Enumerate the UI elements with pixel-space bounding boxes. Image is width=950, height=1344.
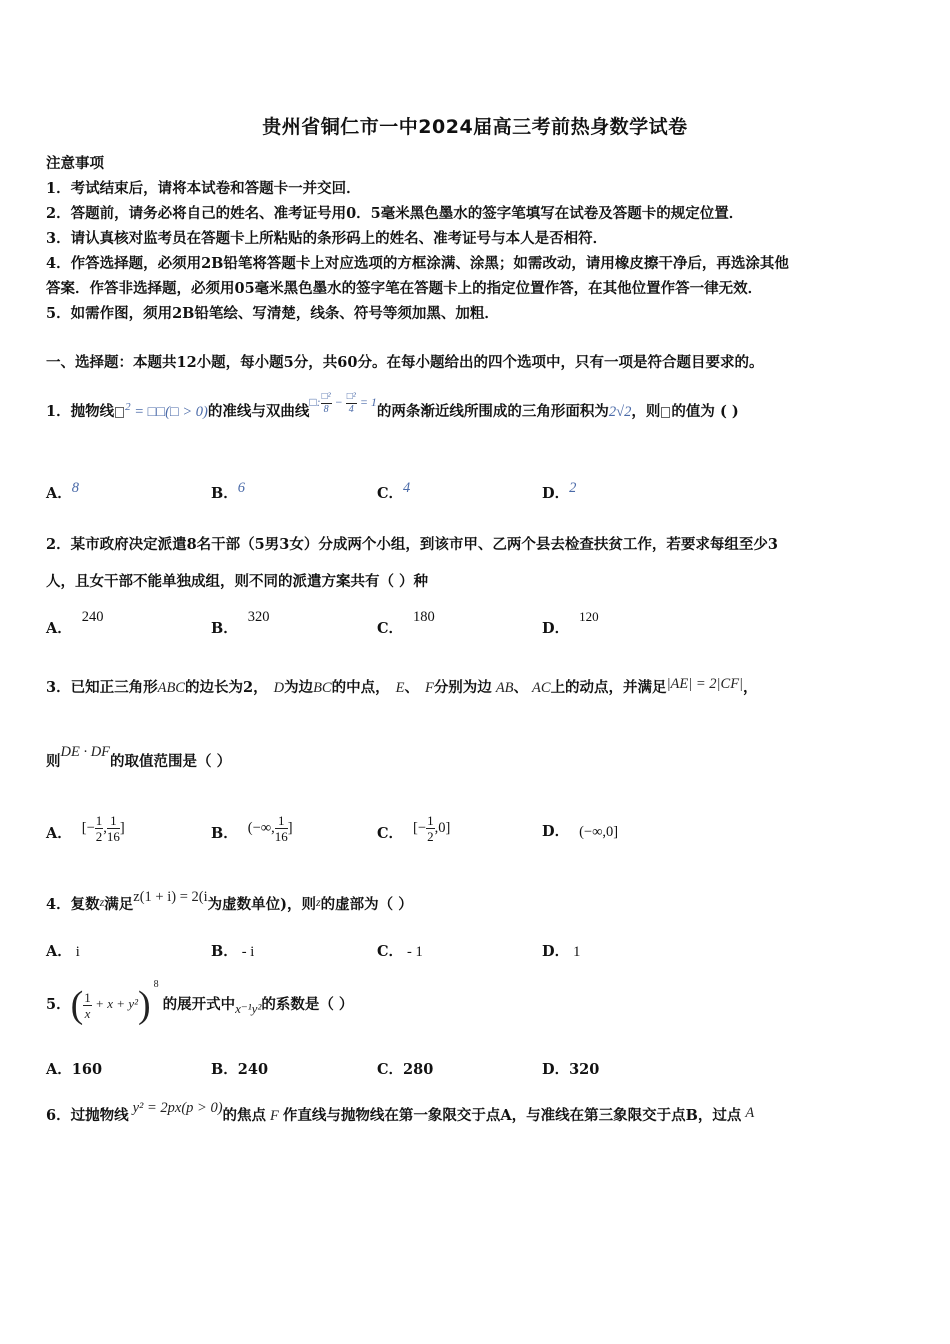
q2-option-b[interactable]: B．320 <box>211 609 270 637</box>
q1-area: 2√2 <box>608 404 632 420</box>
q1-text-4: ，则 <box>631 403 661 420</box>
question-2-line-2: 人，且女干部不能单独成组，则不同的派遣方案共有（ ）种 <box>46 573 429 590</box>
question-1 <box>46 390 739 425</box>
q4-option-c[interactable]: C． - 1 <box>377 943 423 960</box>
notice-item-4-cont: 答案．作答非选择题，必须用05毫米黑色墨水的签字笔在答题卡上的指定位置作答，在其他位置作答一律无效． <box>46 280 763 297</box>
q1-parabola-eq: $^2$ = □□(□ > 0) <box>114 404 208 420</box>
placeholder-box <box>115 407 124 418</box>
question-3-line-1: 3．已知正三角形ABC的边长为2， D为边BC的中点， E、 F分别为边 AB、 AC上的动点，并满足|AE| = 2|CF|， <box>46 676 758 696</box>
question-4: 4．复数$^z$满足z(1 + i) = 2(i为虚数单位)，则$^z$的虚部为（ ） <box>46 889 413 913</box>
q2-option-a[interactable]: A．240 <box>46 609 104 637</box>
q2-option-c[interactable]: C．180 <box>377 609 435 637</box>
notice-item-2: 2．答题前，请务必将自己的姓名、准考证号用0．5毫米黑色墨水的签字笔填写在试卷及答题卡的规定位置． <box>46 205 744 222</box>
q3-option-b[interactable]: B． (−∞, $\frac{1}{16}$ ] <box>211 813 293 844</box>
question-6: 6．过抛物线 y² = 2px(p > 0)的焦点 F 作直线与抛物线在第一象限交于点A，与准线在第三象限交于点B，过点 A <box>46 1100 755 1124</box>
q3-option-d[interactable]: D． (−∞,0] <box>542 823 619 840</box>
notice-item-4: 4．作答选择题，必须用2B铅笔将答题卡上对应选项的方框涂满、涂黑；如需改动，请用橡皮擦干净后，再选涂其他 <box>46 255 789 272</box>
q1-option-d[interactable]: D．2 <box>542 480 577 502</box>
q5-binomial: ( $\frac{1}{x}$ + x + y²) 8 <box>70 979 159 1026</box>
section-heading: 一、选择题：本题共12小题，每小题5分，共60分。在每小题给出的四个选项中，只有一项是符合题目要求的。 <box>46 354 764 371</box>
q5-option-d[interactable]: D．320 <box>542 1061 600 1078</box>
q2-option-d[interactable]: D．120 <box>542 609 599 637</box>
q5-option-c[interactable]: C．280 <box>377 1061 434 1078</box>
notice-item-3: 3．请认真核对监考员在答题卡上所粘贴的条形码上的姓名、准考证号与本人是否相符． <box>46 230 608 247</box>
notice-item-1: 1．考试结束后，请将本试卷和答题卡一并交回． <box>46 180 361 197</box>
q3-option-c[interactable]: C． [− $\frac{1}{2}$ ,0] <box>377 813 451 844</box>
q1-option-c[interactable]: C．4 <box>377 480 411 502</box>
q3-option-a[interactable]: A． [− $\frac{1}{2}$ , $\frac{1}{16}$ ] <box>46 813 125 844</box>
q1-text-5: 的值为 ( ) <box>671 403 739 420</box>
page-title: 贵州省铜仁市一中2024届高三考前热身数学试卷 <box>262 116 688 138</box>
notice-item-5: 5．如需作图，须用2B铅笔绘、写清楚，线条、符号等须加黑、加粗． <box>46 305 499 322</box>
q1-option-a[interactable]: A．8 <box>46 480 80 502</box>
q1-text-2: 的准线与双曲线 <box>207 403 310 420</box>
question-5: 5．( $\frac{1}{x}$ + x + y²) 8 的展开式中x⁻¹y²的系数是（ ） <box>46 979 354 1026</box>
q1-option-b[interactable]: B．6 <box>211 480 246 502</box>
q5-option-a[interactable]: A．160 <box>46 1061 103 1078</box>
q4-option-d[interactable]: D． 1 <box>542 943 581 960</box>
q4-option-b[interactable]: B． - i <box>211 943 255 960</box>
q1-hyperbola-eq: □: □² 8 − □² 4 = 1 <box>309 390 377 415</box>
placeholder-box <box>661 407 670 418</box>
q1-number: 1． <box>46 403 71 420</box>
question-3-line-2: 则DE · DF的取值范围是（ ） <box>46 744 232 770</box>
notice-heading: 注意事项 <box>46 155 104 172</box>
q4-option-a[interactable]: A． i <box>46 943 80 960</box>
q1-text-3: 的两条渐近线所围成的三角形面积为 <box>376 403 609 420</box>
q5-option-b[interactable]: B．240 <box>211 1061 269 1078</box>
q1-text-1: 抛物线 <box>70 403 115 420</box>
question-2-line-1: 2．某市政府决定派遣8名干部（5男3女）分成两个小组，到该市甲、乙两个县去检查扶贫工作，若要求每组至少3 <box>46 536 778 553</box>
